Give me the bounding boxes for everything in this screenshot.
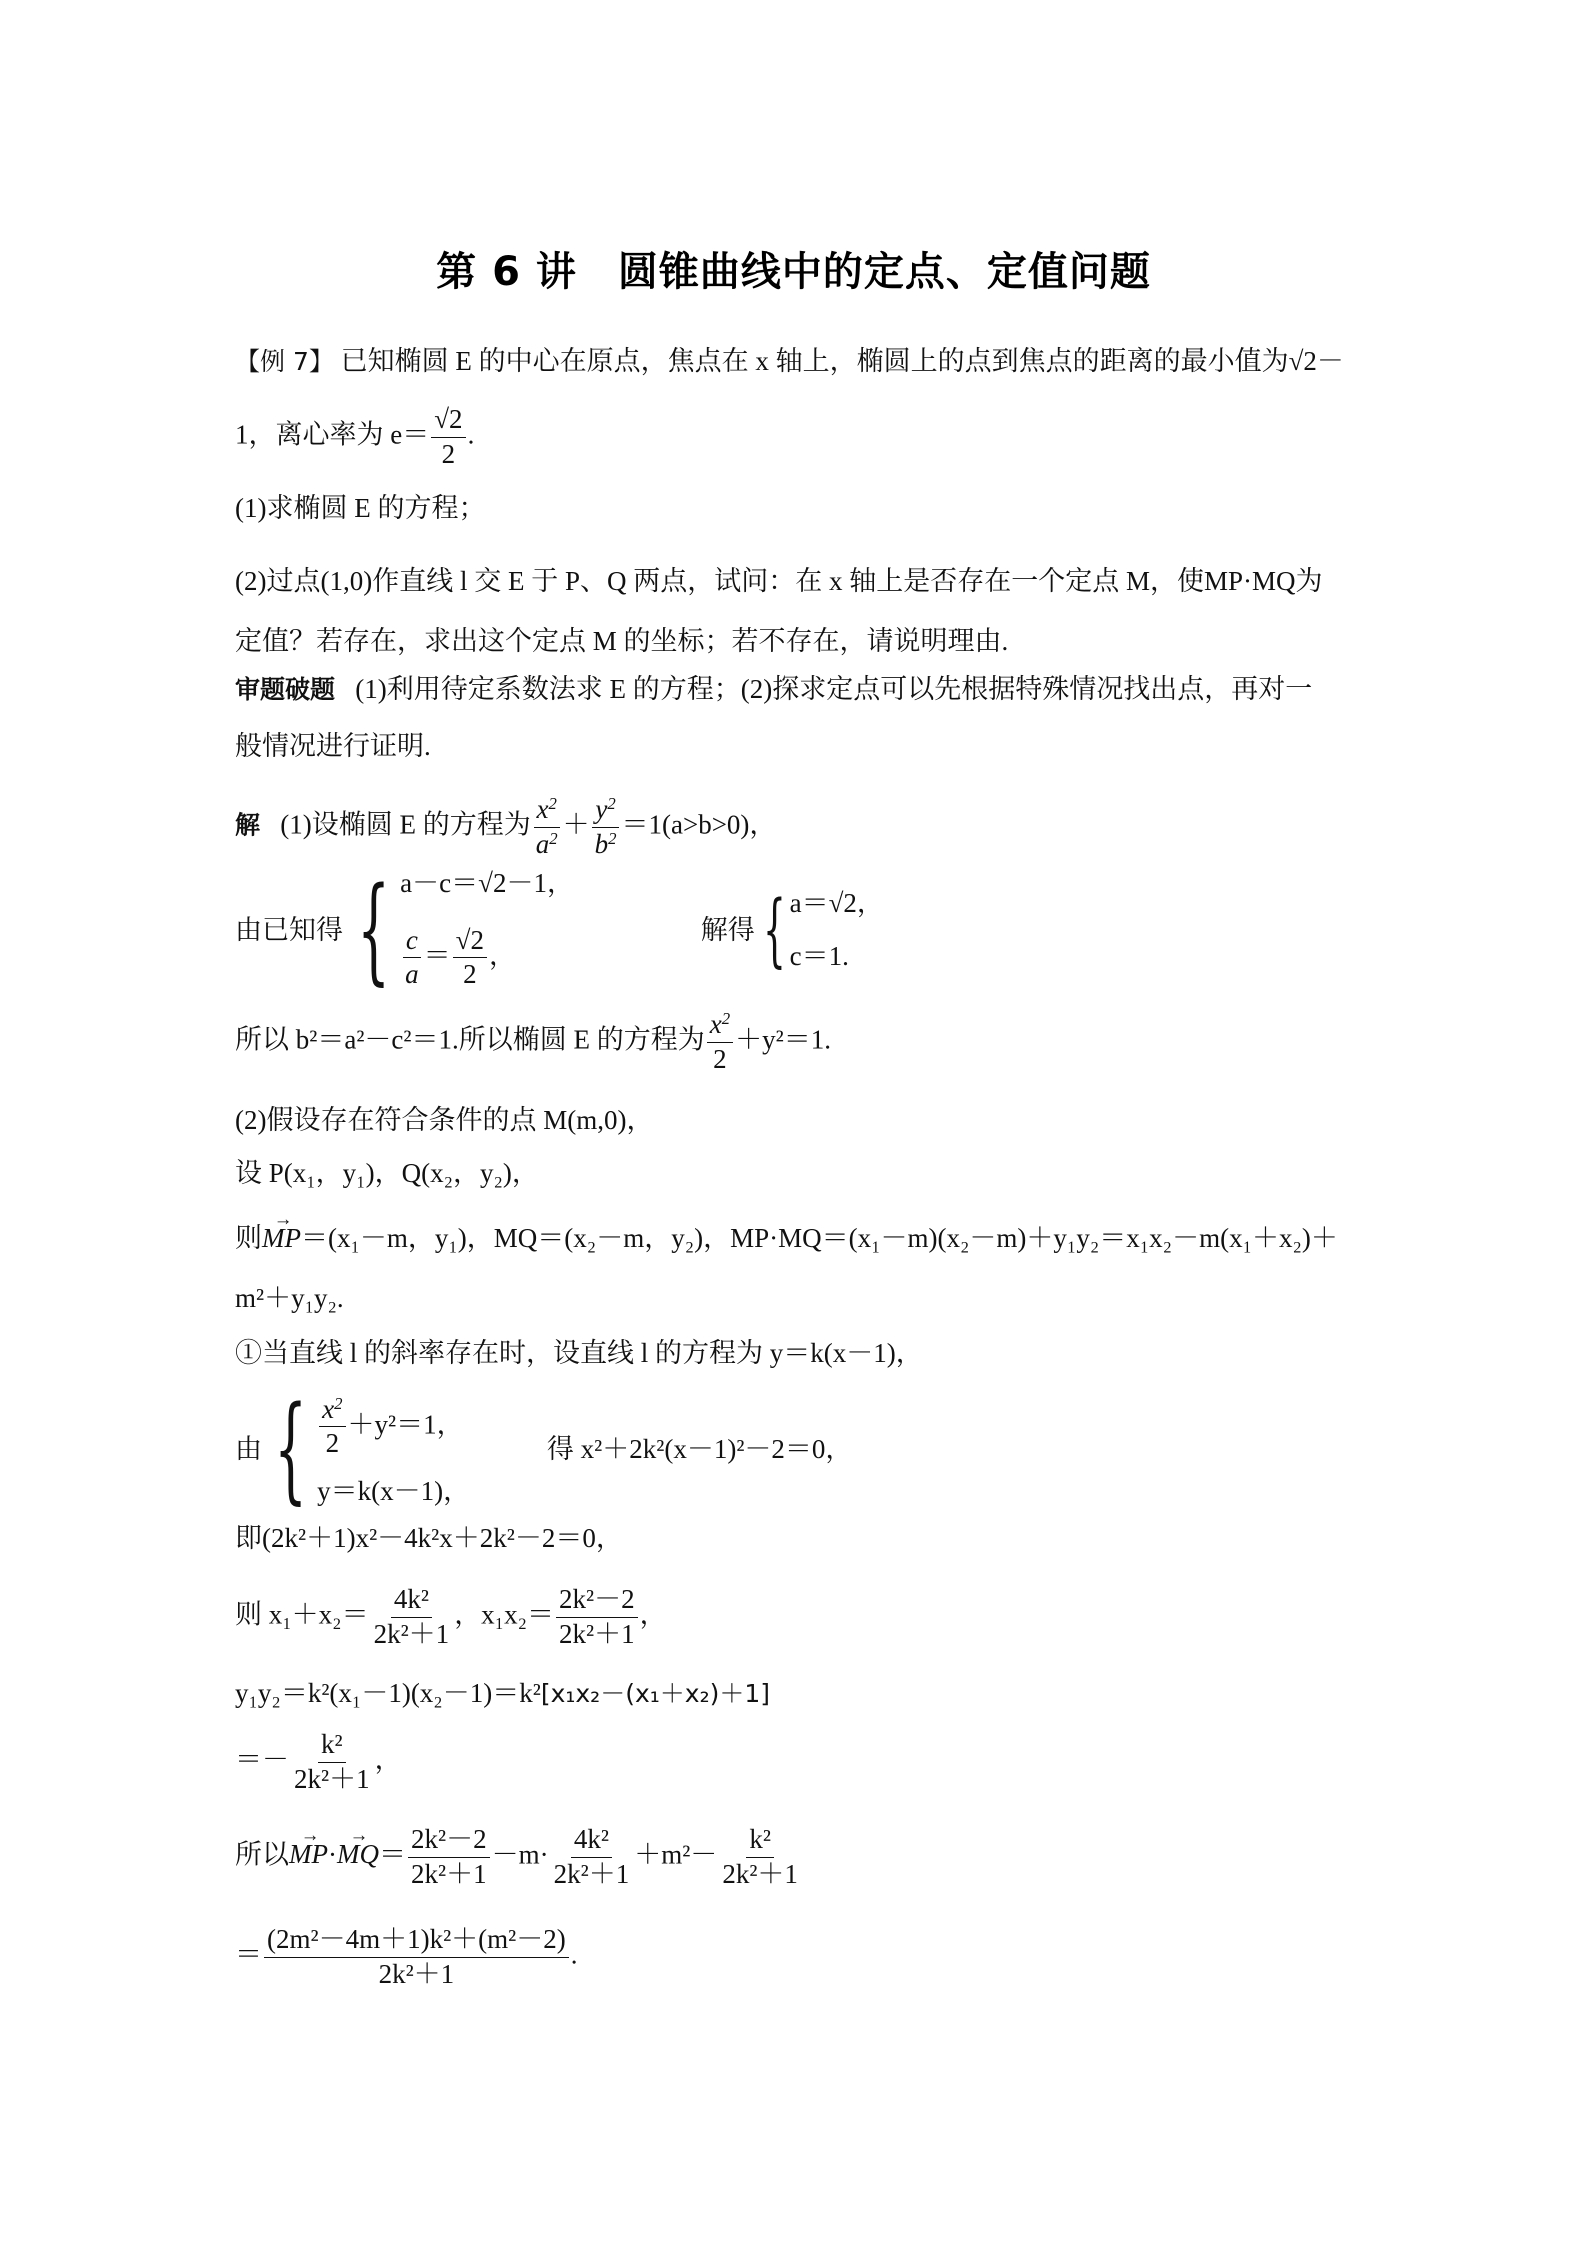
analysis-text: (1)利用待定系数法求 E 的方程；(2)探求定点可以先根据特殊情况找出点，再对一 (355, 674, 1313, 704)
part2-set-points: 设 P(x₁，y₁)，Q(x₂，y₂)， (235, 1158, 539, 1188)
quadratic-line: 即(2k²＋1)x²－4k²x＋2k²－2＝0， (235, 1523, 623, 1553)
solution-label: 解 (235, 810, 261, 840)
fraction-denominator: 2 (441, 438, 456, 469)
two: 2 (325, 1428, 340, 1459)
c: c (403, 926, 421, 959)
a: a (405, 959, 419, 990)
b-line-tail: ＋y²＝1. (735, 1024, 831, 1055)
period: . (467, 419, 475, 450)
comma: ， (489, 940, 516, 971)
vector-line1: 则→ MP＝(x₁－m，y₁)，MQ＝(x₂－m，y₂)，MP·MQ＝(x₁－m)(x₂－m)＋y₁y₂＝x₁x₂－m(x₁＋x₂)＋ (235, 1225, 1338, 1252)
solved-system (700, 883, 884, 976)
system-block (235, 1382, 471, 1516)
given-rows (400, 870, 574, 990)
y1y2-result (235, 1730, 402, 1794)
x2: $x^2$ (534, 795, 560, 828)
eccentricity-label: 1，离心率为 e＝ (235, 419, 430, 450)
term1 (408, 1825, 490, 1889)
b-line-text: 所以 b²＝a²－c²＝1.所以椭圆 E 的方程为 (235, 1024, 705, 1055)
term1-den: 2k²＋1 (410, 1858, 487, 1889)
left-brace-icon: { (357, 862, 391, 997)
term2-num: 4k² (571, 1825, 612, 1858)
vector-line2: m²＋y₁y₂. (235, 1283, 344, 1313)
final-result-line (235, 1925, 578, 1989)
vieta-mid: ，x₁x₂＝ (454, 1599, 555, 1630)
b-squared-line (235, 1010, 831, 1074)
y2: $y^2$ (592, 795, 618, 828)
minus-m: －m· (491, 1839, 549, 1870)
solved-label: 解得 (700, 914, 755, 945)
given-system-line (235, 862, 884, 997)
page-title: 第 6 讲 圆锥曲线中的定点、定值问题 (436, 249, 1151, 295)
case1-line: ①当直线 l 的斜率存在时，设直线 l 的方程为 y＝k(x－1)， (235, 1338, 923, 1368)
given-system (235, 862, 574, 997)
root2: √2 (453, 926, 487, 959)
y1y2-bracket: [x₁x₂－(x₁＋x₂)＋1] (540, 1679, 770, 1708)
system-row1 (317, 1395, 470, 1459)
solved-row2: c＝1. (789, 941, 849, 971)
solved-rows (790, 890, 884, 970)
solved-row1: a＝√2， (789, 888, 884, 918)
ellipse-x-term (533, 795, 561, 859)
sum-fraction (371, 1585, 453, 1649)
term3-num: k² (746, 1825, 774, 1858)
system-result: 得 x²＋2k²(x－1)²－2＝0， (546, 1434, 853, 1464)
final-tail: . (570, 1939, 578, 1970)
vector-mp: → MP (289, 1841, 328, 1868)
given-label: 由已知得 (235, 914, 343, 945)
yy-prefix: ＝－ (235, 1744, 289, 1775)
example-stem-line2 (235, 405, 474, 469)
prod-den: 2k²＋1 (559, 1618, 635, 1649)
example-stem-text: 已知椭圆 E 的中心在原点，焦点在 x 轴上，椭圆上的点到焦点的距离的最小值为√2－ (340, 346, 1344, 376)
left-brace-icon: { (274, 1382, 308, 1516)
y1y2-line (235, 1680, 770, 1707)
analysis-line2: 般情况进行证明. (235, 731, 431, 761)
line-ellipse-system (235, 1382, 853, 1516)
c-over-a (402, 926, 422, 990)
plus-m2: ＋m²－ (634, 1839, 718, 1870)
term2 (551, 1825, 633, 1889)
vector-line1-text: ＝(x₁－m，y₁)，MQ＝(x₂－m，y₂)，MP·MQ＝(x₁－m)(x₂－m)＋y₁y₂＝x₁x₂－m(x₁＋x₂)＋ (300, 1223, 1338, 1253)
given-row1: a－c＝√2－1， (400, 868, 574, 898)
vieta-prefix: 则 x₁＋x₂＝ (235, 1599, 369, 1630)
vieta-line (235, 1585, 667, 1649)
term1-num: 2k²－2 (408, 1825, 490, 1858)
system-rows (317, 1395, 470, 1505)
vector-mp: → MP (262, 1225, 301, 1252)
y1y2-text: y₁y₂＝k²(x₁－1)(x₂－1)＝k² (235, 1678, 541, 1708)
vieta-tail: ， (639, 1599, 667, 1630)
final-equals: ＝ (235, 1939, 262, 1970)
prod-num: 2k²－2 (556, 1585, 638, 1618)
fraction-numerator: √2 (431, 405, 465, 438)
ellipse-eq-tail: ＝1(a>b>0)， (621, 809, 777, 840)
analysis-line1 (235, 676, 1312, 703)
x2-over-2 (319, 1395, 345, 1459)
solution-part1-text: (1)设椭圆 E 的方程为 (280, 809, 531, 840)
example-tag: 【例 7】 (235, 347, 334, 376)
a2: $a^2$ (535, 828, 558, 859)
vector-mq: → MQ (337, 1841, 379, 1868)
yy-tail: ， (374, 1744, 402, 1775)
term3-den: 2k²＋1 (722, 1858, 798, 1889)
solution-intro: 解 (1)设椭圆 E 的方程为 $\frac{x^2}{a^2}$ ＋ $\frac{y^2}{b^2}$ ＝1(a>b>0)， (235, 793, 777, 859)
term3 (719, 1825, 801, 1889)
system-row2: y＝k(x－1)， (317, 1475, 471, 1506)
part2-assume: (2)假设存在符合条件的点 M(m,0)， (235, 1105, 654, 1135)
left-brace-icon: { (762, 883, 786, 976)
x2: $x^2$ (707, 1010, 733, 1043)
example-stem-line1 (235, 348, 1344, 375)
yy-den: 2k²＋1 (294, 1763, 370, 1794)
system-row1-tail: ＋y²＝1， (347, 1408, 464, 1439)
product-fraction (556, 1585, 638, 1649)
analysis-label: 审题破题 (235, 675, 336, 704)
x2: $x^2$ (319, 1395, 345, 1428)
two: 2 (713, 1043, 727, 1074)
yy-fraction (291, 1730, 373, 1794)
question-2-line2: 定值？若存在，求出这个定点 M 的坐标；若不存在，请说明理由. (235, 626, 1009, 656)
question-1: (1)求椭圆 E 的方程； (235, 493, 486, 523)
two: 2 (463, 959, 477, 990)
yy-num: k² (318, 1730, 346, 1763)
final-den: 2k²＋1 (378, 1958, 455, 1989)
given-row2: $\frac{c}{a}$ ＝ $\frac{√2}{2}$ ， (400, 926, 574, 990)
root2-over-2 (453, 926, 487, 990)
equals: ＝ (378, 1839, 406, 1870)
b2: $b^2$ (594, 828, 617, 859)
dot-prefix: 所以 (235, 1839, 289, 1870)
sum-num: 4k² (391, 1585, 432, 1618)
final-num: (2m²－4m＋1)k²＋(m²－2) (264, 1925, 569, 1958)
question-2-line1: (2)过点(1,0)作直线 l 交 E 于 P、Q 两点，试问：在 x 轴上是否存在一个定点 M，使MP·MQ为 (235, 566, 1323, 596)
dot-product-line: 所以→ MP·→ MQ＝ $\frac{\text{2k²－2}}{\text{2k²＋1}}$ －m· $\frac{\text{4k²}}{\text{2k²＋1}}$ ＋m²－ $\frac{\text{k²}}{\text{2k²＋1}}$ (235, 1825, 803, 1889)
term2-den: 2k²＋1 (553, 1858, 630, 1889)
system-label: 由 (235, 1434, 262, 1464)
ellipse-y-term (592, 795, 620, 859)
sum-den: 2k²＋1 (373, 1618, 450, 1649)
eccentricity-fraction (431, 405, 465, 469)
final-fraction (264, 1925, 569, 1989)
x2-over-2 (707, 1010, 733, 1074)
